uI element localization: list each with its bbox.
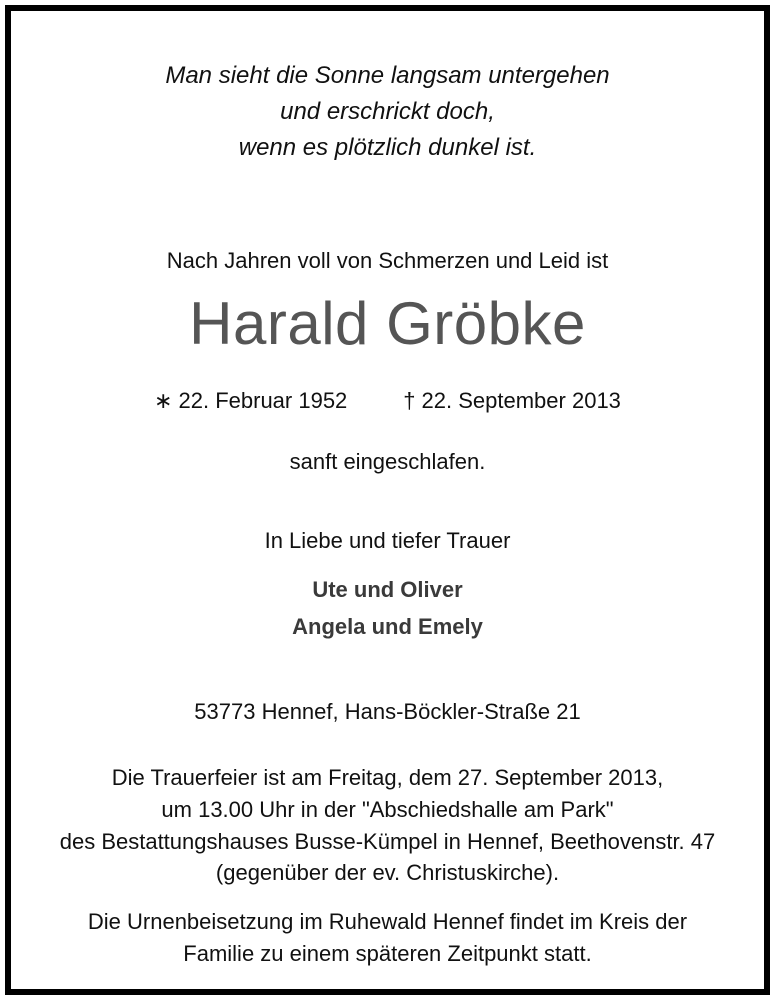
poem-line-3: wenn es plötzlich dunkel ist. — [238, 134, 537, 161]
burial-line-2: Familie zu einem späteren Zeitpunkt statt. — [183, 941, 592, 966]
death-date — [403, 387, 621, 415]
family-line-1: Ute und Oliver — [312, 577, 463, 602]
passing-text: sanft eingeschlafen. — [289, 449, 486, 474]
birth-star-icon: ∗ — [154, 388, 173, 413]
ceremony-line-2: um 13.00 Uhr in der "Abschiedshalle am Park" — [161, 797, 614, 822]
life-dates — [0, 387, 775, 415]
birth-date-text: 22. Februar 1952 — [178, 388, 348, 413]
poem-line-2: und erschrickt doch, — [280, 98, 495, 125]
mourning-text: In Liebe und tiefer Trauer — [264, 528, 511, 553]
burial-line-1: Die Urnenbeisetzung im Ruhewald Hennef findet im Kreis der — [87, 909, 688, 934]
address: 53773 Hennef, Hans-Böckler-Straße 21 — [194, 699, 581, 724]
ceremony-line-4: (gegenüber der ev. Christuskirche). — [215, 860, 560, 885]
ceremony-line-3: des Bestattungshauses Busse-Kümpel in Hennef, Beethovenstr. 47 — [59, 829, 716, 854]
death-cross-icon: † — [403, 388, 416, 413]
birth-date — [154, 387, 347, 415]
ceremony-line-1: Die Trauerfeier ist am Freitag, dem 27. September 2013, — [111, 765, 664, 790]
family-line-2: Angela und Emely — [292, 614, 483, 639]
death-date-text: 22. September 2013 — [421, 388, 621, 413]
deceased-name: Harald Gröbke — [189, 290, 586, 357]
intro-text: Nach Jahren voll von Schmerzen und Leid ist — [166, 248, 609, 273]
poem-line-1: Man sieht die Sonne langsam untergehen — [165, 62, 610, 89]
